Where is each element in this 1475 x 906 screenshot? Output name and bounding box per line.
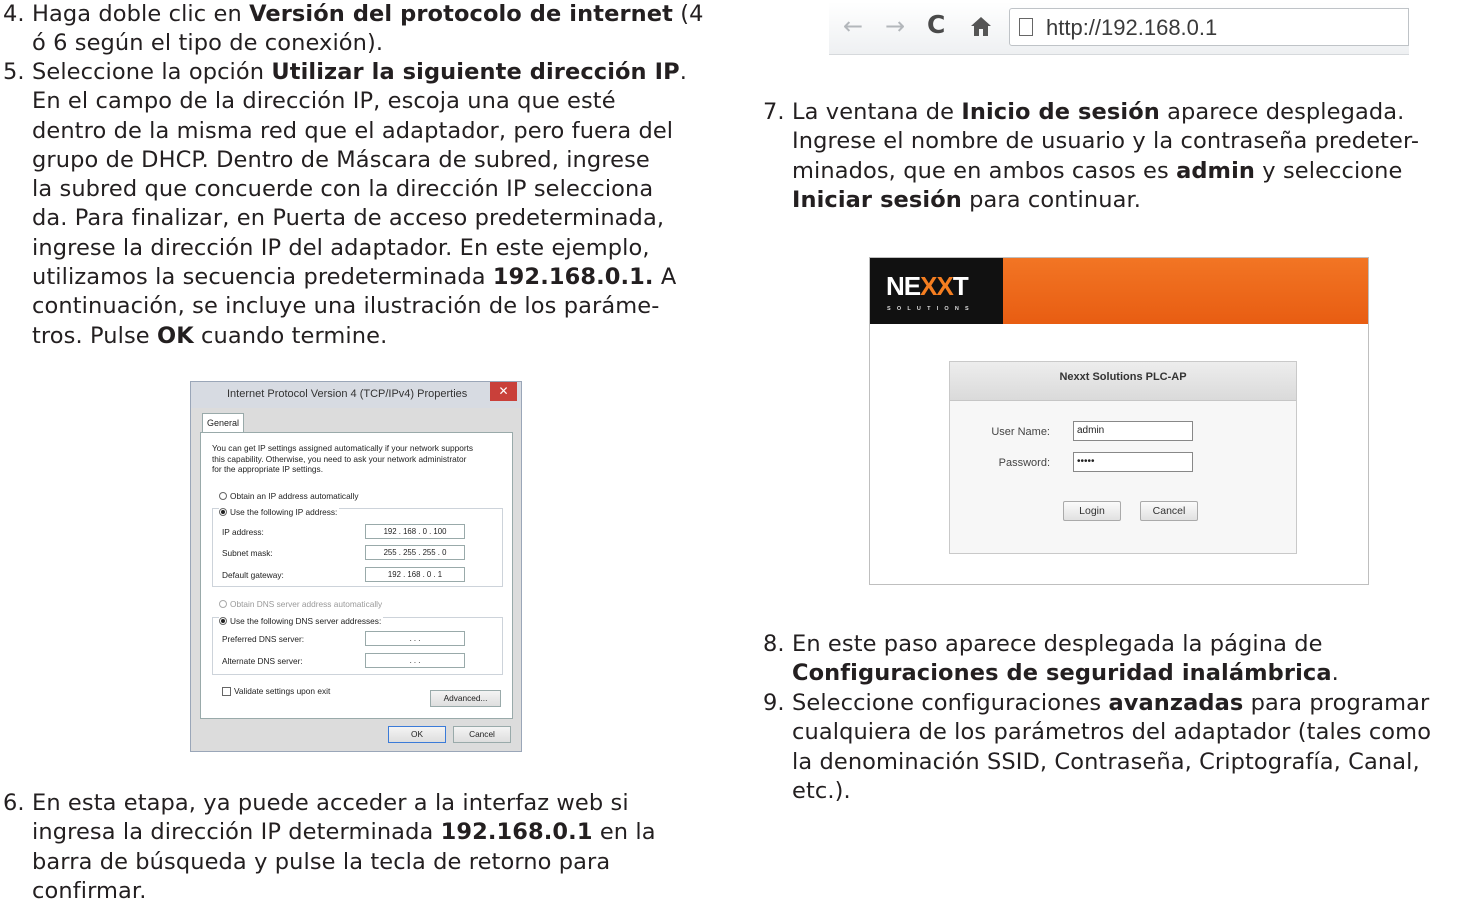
radio-on-icon [219,508,227,516]
step-9: 9. Seleccione configuraciones avanzadas para programar cualquiera de los parámetros del adaptador (tales como la denominación SSID, Contraseña, Criptografía, Canal, etc.). [763,690,1432,804]
cancel-button[interactable]: Cancel [453,726,511,743]
reload-icon[interactable]: C [927,10,946,39]
login-button[interactable]: Login [1063,501,1121,521]
step-5: 5. Seleccione la opción Utilizar la siguiente dirección IP. En el campo de la dirección IP, escoja una que esté dentro de la misma red que el adaptador, pero fuera del grupo de DHCP. Dentro de Máscara de subred, ingrese la subred que concuerde con la dirección IP selecciona da. Para finalizar, en Puerta de acceso predeterminada, ingrese la dirección IP del adaptador. En este ejemplo, utilizamos la secuencia predeterminada 192.168.0.1. A continuación, se incluye una ilustración de los paráme- tros. Pulse OK cuando termine. [3,59,687,349]
alternate-dns-label: Alternate DNS server: [222,656,303,666]
gateway-label: Default gateway: [222,570,284,580]
ok-button[interactable]: OK [388,726,446,743]
dialog-titlebar [191,382,521,408]
bold-term: 192.168.0.1. [492,264,654,291]
checkbox-icon [222,687,231,696]
user-name-label: User Name: [991,426,1050,438]
cancel-button[interactable]: Cancel [1140,501,1198,521]
url-text: http://192.168.0.1 [1046,15,1218,40]
bold-term: admin [1176,157,1256,184]
nexxt-logo: NEXXT SOLUTIONS [870,258,1003,324]
subnet-mask-label: Subnet mask: [222,548,273,558]
subnet-mask-field[interactable]: 255 . 255 . 255 . 0 [365,545,465,560]
password-input[interactable]: ••••• [1073,452,1193,472]
bold-term: Utilizar la siguiente dirección IP [271,59,680,85]
step-number: 4. [3,1,25,27]
forward-arrow-icon[interactable]: → [885,12,906,40]
alternate-dns-field[interactable]: . . . [365,653,465,668]
back-arrow-icon[interactable]: ← [843,12,864,40]
radio-obtain-ip-auto[interactable]: Obtain an IP address automatically [219,490,359,502]
bold-term: avanzadas [1108,690,1244,716]
page-icon [1019,18,1033,36]
step-number: 7. [763,99,785,125]
advanced-button[interactable]: Advanced... [430,690,501,707]
login-box-title: Nexxt Solutions PLC-AP [950,362,1296,401]
radio-use-ip[interactable]: Use the following IP address: [219,506,339,518]
dialog-title: Internet Protocol Version 4 (TCP/IPv4) Properties [227,388,468,400]
nexxt-login-page [869,257,1369,585]
bold-term: OK [156,322,194,349]
gateway-field[interactable]: 192 . 168 . 0 . 1 [365,567,465,582]
step-4: 4. Haga doble clic en Versión del protocolo de internet (4 ó 6 según el tipo de conexión). [3,1,704,57]
step-7: 7. La ventana de Inicio de sesión aparece desplegada. Ingrese el nombre de usuario y la contraseña predeter- minados, que en ambos casos es admin y seleccione Iniciar sesión para continuar. [763,99,1420,213]
password-label: Password: [998,457,1050,469]
step-8: 8. En este paso aparece desplegada la página de Configuraciones de seguridad inalámbrica. [763,631,1339,687]
radio-off-icon [219,492,227,500]
radio-use-dns[interactable]: Use the following DNS server addresses: [219,615,383,627]
bold-term: Inicio de sesión [961,99,1160,125]
step-number: 9. [763,690,785,716]
step-number: 5. [3,59,25,85]
intro-text: You can get IP settings assigned automatically if your network supports this capability. Otherwise, you need to ask your network administrator for the appropriate IP settings. [212,443,474,474]
radio-on-icon [219,617,227,625]
close-icon[interactable]: ✕ [490,382,517,401]
address-bar[interactable] [1009,8,1409,46]
radio-off-icon [219,600,227,608]
preferred-dns-label: Preferred DNS server: [222,634,305,644]
orange-header [870,258,1368,324]
ip-address-label: IP address: [222,527,264,537]
ip-address-field[interactable]: 192 . 168 . 0 . 100 [365,524,465,539]
radio-obtain-dns-auto[interactable]: Obtain DNS server address automatically [219,598,382,610]
bold-term: Versión del protocolo de internet [249,1,673,27]
user-name-input[interactable]: admin [1073,421,1193,441]
ipv4-properties-dialog [190,381,522,752]
bold-term: Iniciar sesión [792,186,962,213]
step-number: 6. [3,790,25,816]
tab-general[interactable]: General [202,413,244,433]
bold-term: Configuraciones de seguridad inalámbrica [792,660,1332,687]
browser-toolbar [829,2,1409,55]
preferred-dns-field[interactable]: . . . [365,631,465,646]
bold-term: 192.168.0.1 [440,819,593,846]
login-box [949,361,1297,554]
general-panel [200,432,513,719]
step-number: 8. [763,631,785,657]
step-6: 6. En esta etapa, ya puede acceder a la interfaz web si ingresa la dirección IP determinada 192.168.0.1 en la barra de búsqueda y pulse la tecla de retorno para confirmar. [3,790,656,904]
validate-checkbox[interactable]: Validate settings upon exit [222,686,330,696]
home-icon[interactable] [969,15,993,41]
